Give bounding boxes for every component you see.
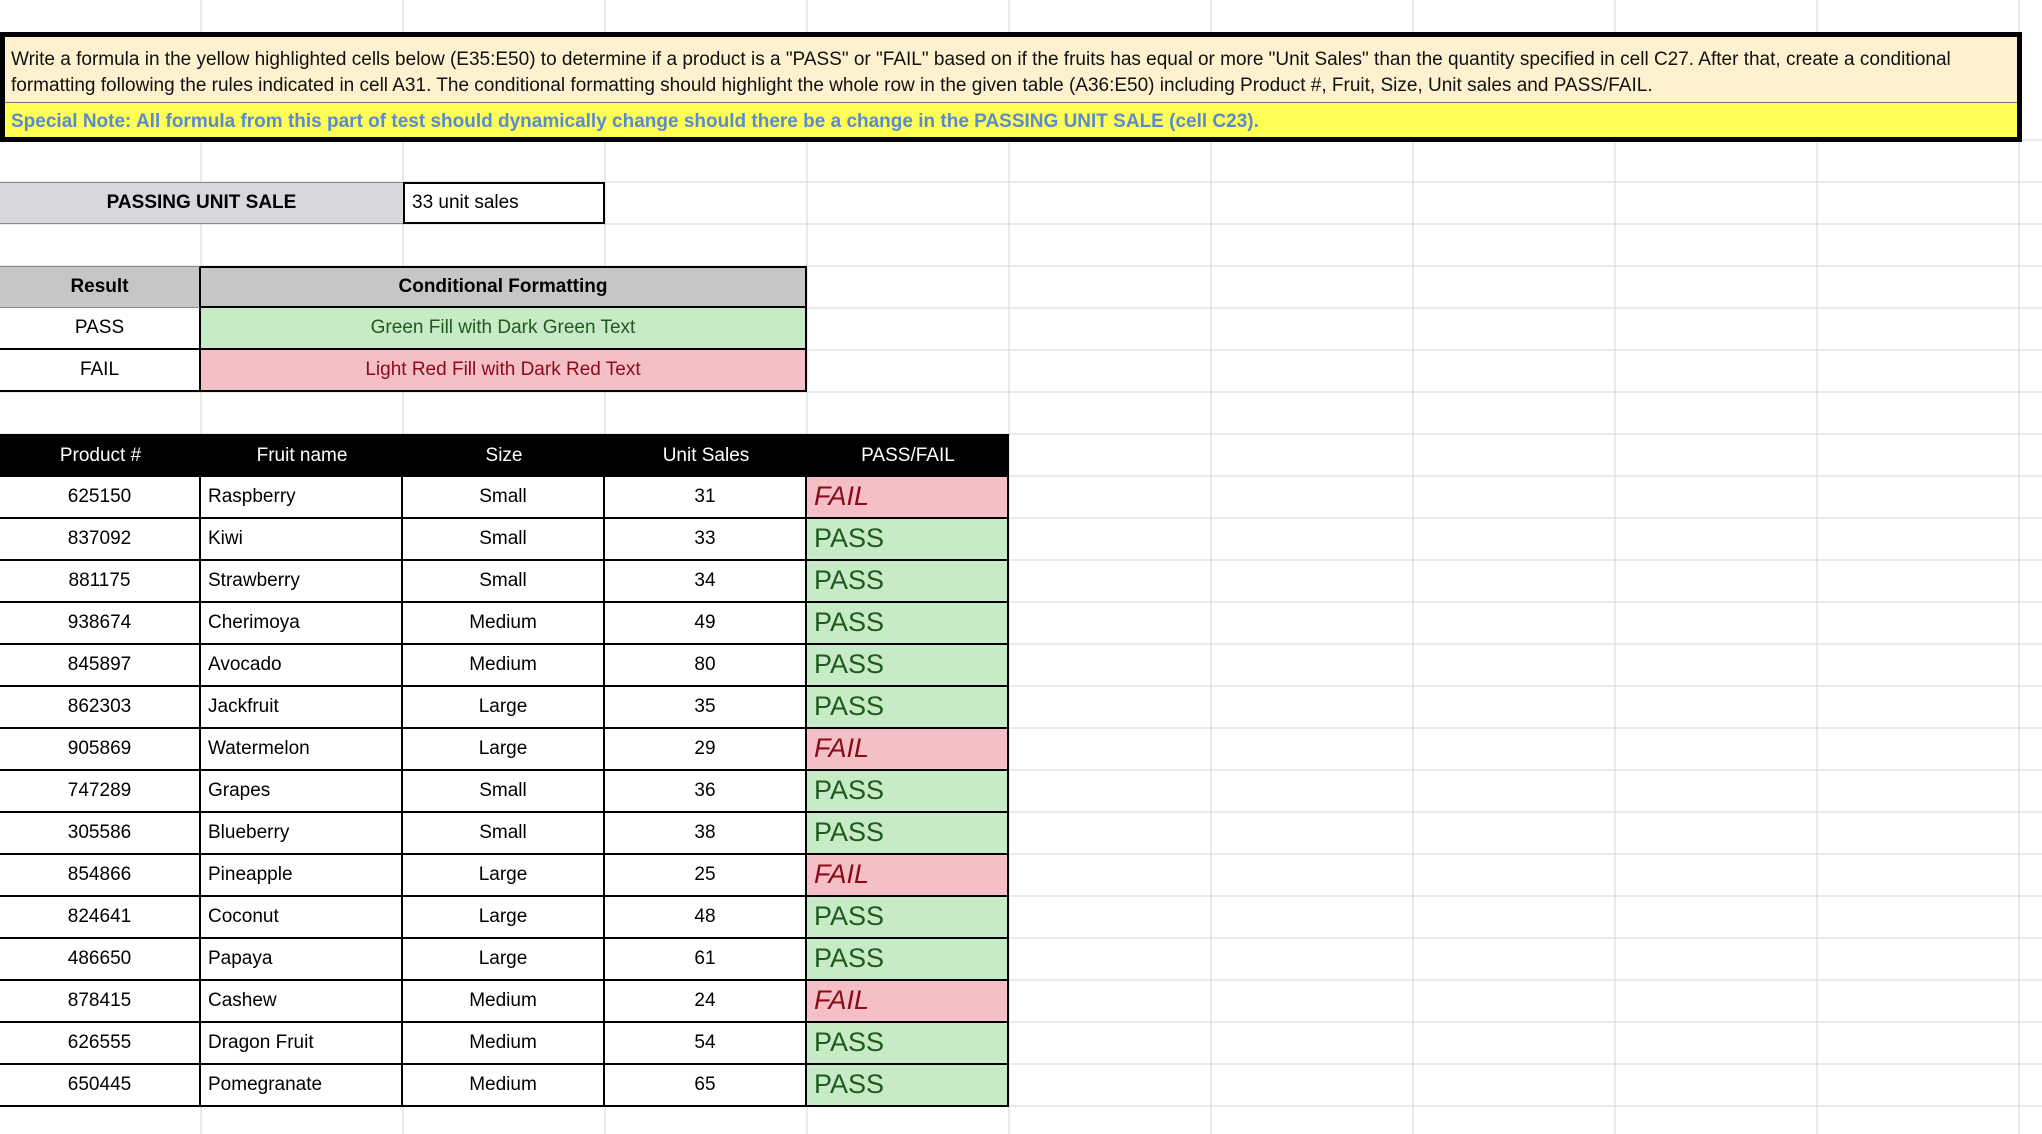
row-fruit-cell-text: Papaya xyxy=(208,948,273,969)
header-pass-fail[interactable] xyxy=(807,434,1009,477)
row-result-cell[interactable] xyxy=(807,939,1009,981)
row-product-cell[interactable] xyxy=(0,771,201,813)
row-fruit-cell-text: Cashew xyxy=(208,990,277,1011)
row-result-cell-text: FAIL xyxy=(814,985,870,1015)
row-result-cell-text: PASS xyxy=(814,691,885,721)
row-sales-cell-text: 34 xyxy=(694,570,716,591)
row-result-cell-text: PASS xyxy=(814,943,885,973)
row-result-cell[interactable] xyxy=(807,981,1009,1023)
rules-format-pass-text: Green Fill with Dark Green Text xyxy=(370,317,636,338)
header-size-text: Size xyxy=(485,444,523,466)
row-fruit-cell-text: Cherimoya xyxy=(208,612,300,633)
row-result-cell-text: PASS xyxy=(814,1069,885,1099)
row-product-cell[interactable] xyxy=(0,687,201,729)
row-product-cell-text: 305586 xyxy=(67,822,132,843)
row-size-cell-text: Large xyxy=(478,864,528,885)
row-result-cell-text: PASS xyxy=(814,607,885,637)
row-fruit-cell[interactable] xyxy=(201,813,403,855)
row-product-cell-text: 938674 xyxy=(67,612,132,633)
row-sales-cell[interactable] xyxy=(605,603,807,645)
row-sales-cell-text: 80 xyxy=(694,654,716,675)
row-sales-cell-text: 33 xyxy=(694,528,716,549)
row-product-cell-text: 650445 xyxy=(67,1074,132,1095)
row-product-cell-text: 905869 xyxy=(67,738,132,759)
rules-header-result[interactable] xyxy=(0,266,201,308)
header-unit-sales-text: Unit Sales xyxy=(662,444,750,466)
row-sales-cell[interactable] xyxy=(605,645,807,687)
row-product-cell[interactable] xyxy=(0,645,201,687)
row-result-cell[interactable] xyxy=(807,729,1009,771)
row-fruit-cell-text: Avocado xyxy=(208,654,282,675)
row-fruit-cell[interactable] xyxy=(201,1065,403,1107)
row-size-cell-text: Large xyxy=(478,948,528,969)
row-size-cell-text: Medium xyxy=(469,654,537,675)
row-fruit-cell[interactable] xyxy=(201,519,403,561)
passing-unit-sale-label[interactable] xyxy=(0,182,403,224)
row-fruit-cell-text: Jackfruit xyxy=(208,696,279,717)
row-product-cell[interactable] xyxy=(0,561,201,603)
row-size-cell[interactable] xyxy=(403,1023,605,1065)
row-fruit-cell[interactable] xyxy=(201,687,403,729)
special-note: Special Note: All formula from this part of test should dynamically change should there be a change in the PASSING UNIT SALE (cell C23). xyxy=(5,102,2017,137)
row-fruit-cell[interactable] xyxy=(201,729,403,771)
row-size-cell-text: Medium xyxy=(469,612,537,633)
row-sales-cell-text: 31 xyxy=(694,486,716,507)
row-fruit-cell-text: Grapes xyxy=(208,780,271,801)
row-result-cell-text: FAIL xyxy=(814,859,870,889)
row-product-cell[interactable] xyxy=(0,813,201,855)
passing-label-text: PASSING UNIT SALE xyxy=(106,192,297,213)
row-fruit-cell[interactable] xyxy=(201,897,403,939)
row-fruit-cell[interactable] xyxy=(201,981,403,1023)
row-size-cell-text: Medium xyxy=(469,990,537,1011)
header-pass-fail-text: PASS/FAIL xyxy=(861,444,955,466)
row-fruit-cell-text: Strawberry xyxy=(208,570,300,591)
rules-format-fail[interactable] xyxy=(201,350,807,392)
row-sales-cell-text: 54 xyxy=(694,1032,716,1053)
header-unit-sales[interactable] xyxy=(605,434,807,477)
row-product-cell[interactable] xyxy=(0,897,201,939)
row-fruit-cell-text: Watermelon xyxy=(208,738,310,759)
row-result-cell[interactable] xyxy=(807,813,1009,855)
row-size-cell[interactable] xyxy=(403,813,605,855)
row-result-cell[interactable] xyxy=(807,897,1009,939)
row-fruit-cell[interactable] xyxy=(201,771,403,813)
row-sales-cell[interactable] xyxy=(605,981,807,1023)
row-product-cell[interactable] xyxy=(0,729,201,771)
row-sales-cell-text: 25 xyxy=(694,864,716,885)
row-result-cell-text: FAIL xyxy=(814,733,870,763)
row-sales-cell[interactable] xyxy=(605,855,807,897)
row-result-cell-text: FAIL xyxy=(814,481,870,511)
row-result-cell[interactable] xyxy=(807,645,1009,687)
row-fruit-cell-text: Pomegranate xyxy=(208,1074,323,1095)
row-fruit-cell[interactable] xyxy=(201,477,403,519)
row-sales-cell[interactable] xyxy=(605,1065,807,1107)
row-sales-cell-text: 36 xyxy=(694,780,716,801)
passing-unit-sale-value[interactable] xyxy=(403,182,605,224)
rules-format-pass[interactable] xyxy=(201,308,807,350)
passing-value-text: 33 unit sales xyxy=(412,192,519,213)
row-size-cell[interactable] xyxy=(403,603,605,645)
row-sales-cell-text: 24 xyxy=(694,990,716,1011)
rules-result-fail-text: FAIL xyxy=(79,359,120,380)
row-result-cell[interactable] xyxy=(807,687,1009,729)
row-result-cell[interactable] xyxy=(807,1065,1009,1107)
row-result-cell-text: PASS xyxy=(814,523,885,553)
row-sales-cell-text: 29 xyxy=(694,738,716,759)
row-result-cell-text: PASS xyxy=(814,649,885,679)
row-size-cell-text: Small xyxy=(479,528,527,549)
row-fruit-cell-text: Coconut xyxy=(208,906,279,927)
instruction-text xyxy=(5,37,2017,102)
row-fruit-cell[interactable] xyxy=(201,603,403,645)
row-size-cell-text: Small xyxy=(479,780,527,801)
row-size-cell[interactable] xyxy=(403,561,605,603)
row-sales-cell-text: 35 xyxy=(694,696,716,717)
row-result-cell-text: PASS xyxy=(814,901,885,931)
row-size-cell[interactable] xyxy=(403,981,605,1023)
row-sales-cell-text: 49 xyxy=(694,612,716,633)
row-size-cell-text: Small xyxy=(479,822,527,843)
row-result-cell-text: PASS xyxy=(814,565,885,595)
row-fruit-cell-text: Kiwi xyxy=(208,528,243,549)
row-product-cell[interactable] xyxy=(0,477,201,519)
header-size[interactable] xyxy=(403,434,605,477)
instruction-line-1: Write a formula in the yellow highlighted cells below (E35:E50) to determine if a product is a "PASS" or "FAIL" based on if the fruits has equal or more "Unit Sales" than the quantity specified in cell C27. After that, create a conditional xyxy=(11,49,1951,70)
rules-format-fail-text: Light Red Fill with Dark Red Text xyxy=(365,359,641,380)
row-sales-cell-text: 61 xyxy=(694,948,716,969)
header-fruit-text: Fruit name xyxy=(256,444,348,466)
row-sales-cell[interactable] xyxy=(605,561,807,603)
row-product-cell-text: 626555 xyxy=(67,1032,132,1053)
row-size-cell-text: Large xyxy=(478,738,528,759)
row-sales-cell-text: 48 xyxy=(694,906,716,927)
row-product-cell-text: 862303 xyxy=(67,696,132,717)
row-sales-cell[interactable] xyxy=(605,729,807,771)
instruction-line-2: formatting following the rules indicated in cell A31. The conditional formatting should highlight the whole row in the given table (A36:E50) including Product #, Fruit, Size, Unit sales and PASS/FAIL. xyxy=(11,75,1653,96)
row-size-cell-text: Large xyxy=(478,696,528,717)
row-size-cell[interactable] xyxy=(403,1065,605,1107)
row-product-cell[interactable] xyxy=(0,855,201,897)
row-result-cell[interactable] xyxy=(807,603,1009,645)
row-result-cell-text: PASS xyxy=(814,817,885,847)
row-product-cell-text: 486650 xyxy=(67,948,132,969)
row-sales-cell[interactable] xyxy=(605,771,807,813)
row-size-cell[interactable] xyxy=(403,939,605,981)
row-size-cell[interactable] xyxy=(403,477,605,519)
row-product-cell[interactable] xyxy=(0,1023,201,1065)
row-result-cell[interactable] xyxy=(807,477,1009,519)
rules-result-pass[interactable] xyxy=(0,308,201,350)
row-result-cell[interactable] xyxy=(807,855,1009,897)
row-size-cell-text: Medium xyxy=(469,1032,537,1053)
header-fruit[interactable] xyxy=(201,434,403,477)
row-product-cell[interactable] xyxy=(0,519,201,561)
row-size-cell[interactable] xyxy=(403,855,605,897)
row-fruit-cell-text: Pineapple xyxy=(208,864,293,885)
row-sales-cell-text: 38 xyxy=(694,822,716,843)
row-size-cell[interactable] xyxy=(403,687,605,729)
row-sales-cell[interactable] xyxy=(605,939,807,981)
row-sales-cell[interactable] xyxy=(605,897,807,939)
row-sales-cell[interactable] xyxy=(605,687,807,729)
row-fruit-cell[interactable] xyxy=(201,855,403,897)
row-sales-cell[interactable] xyxy=(605,477,807,519)
row-result-cell-text: PASS xyxy=(814,1027,885,1057)
row-product-cell[interactable] xyxy=(0,939,201,981)
rules-result-fail[interactable] xyxy=(0,350,201,392)
row-size-cell-text: Small xyxy=(479,486,527,507)
row-size-cell-text: Small xyxy=(479,570,527,591)
row-product-cell-text: 878415 xyxy=(67,990,132,1011)
row-result-cell[interactable] xyxy=(807,561,1009,603)
row-sales-cell-text: 65 xyxy=(694,1074,716,1095)
row-sales-cell[interactable] xyxy=(605,813,807,855)
row-fruit-cell-text: Dragon Fruit xyxy=(208,1032,314,1053)
row-result-cell[interactable] xyxy=(807,771,1009,813)
row-product-cell-text: 854866 xyxy=(67,864,132,885)
row-fruit-cell[interactable] xyxy=(201,645,403,687)
header-product-text: Product # xyxy=(59,444,142,466)
row-product-cell[interactable] xyxy=(0,981,201,1023)
row-product-cell-text: 824641 xyxy=(67,906,132,927)
row-size-cell[interactable] xyxy=(403,729,605,771)
row-product-cell-text: 837092 xyxy=(67,528,132,549)
row-size-cell[interactable] xyxy=(403,519,605,561)
row-product-cell-text: 747289 xyxy=(67,780,132,801)
header-product[interactable] xyxy=(0,434,201,477)
row-sales-cell[interactable] xyxy=(605,1023,807,1065)
row-product-cell-text: 845897 xyxy=(67,654,132,675)
rules-result-pass-text: PASS xyxy=(74,317,125,338)
row-product-cell-text: 881175 xyxy=(68,570,131,591)
rules-header-format-text: Conditional Formatting xyxy=(398,276,608,297)
row-sales-cell[interactable] xyxy=(605,519,807,561)
row-fruit-cell[interactable] xyxy=(201,561,403,603)
row-size-cell[interactable] xyxy=(403,645,605,687)
row-fruit-cell-text: Blueberry xyxy=(208,822,290,843)
row-product-cell[interactable] xyxy=(0,603,201,645)
row-result-cell[interactable] xyxy=(807,519,1009,561)
row-fruit-cell[interactable] xyxy=(201,939,403,981)
rules-header-result-text: Result xyxy=(70,276,129,297)
row-size-cell-text: Medium xyxy=(469,1074,537,1095)
row-size-cell[interactable] xyxy=(403,897,605,939)
instruction-box[interactable] xyxy=(0,32,2022,142)
row-size-cell-text: Large xyxy=(478,906,528,927)
row-size-cell[interactable] xyxy=(403,771,605,813)
row-result-cell[interactable] xyxy=(807,1023,1009,1065)
row-fruit-cell-text: Raspberry xyxy=(208,486,296,507)
row-result-cell-text: PASS xyxy=(814,775,885,805)
row-product-cell[interactable] xyxy=(0,1065,201,1107)
row-fruit-cell[interactable] xyxy=(201,1023,403,1065)
row-product-cell-text: 625150 xyxy=(67,486,132,507)
rules-header-format[interactable] xyxy=(201,266,807,308)
